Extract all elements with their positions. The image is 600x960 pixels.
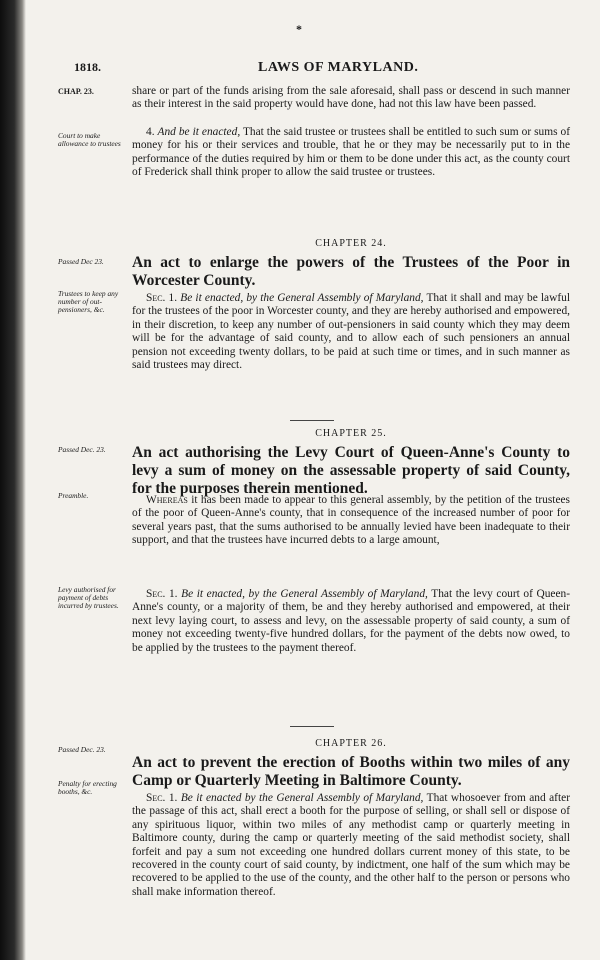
margin-court-allowance: Court to make allowance to trustees (58, 131, 121, 149)
preamble-text: it has been made to appear to this general assembly, by the petition of the trustees of the poor of Queen-Anne's county, that in consequence of the increased number of poor for several years past, that the sums authorised to be annually levied have been inadequate to their support, and that the trustees have incurred debts to a large amount, (132, 494, 570, 547)
section-4-number: 4. (146, 126, 155, 138)
chapter-26-heading: CHAPTER 26. (315, 738, 387, 749)
chapter-24-text: That it shall and may be lawful for the trustees of the poor in Worcester county, and they are hereby authorised and empowered, in their discretion, to keep any number of out-pensioners in said county which they may deem will be for the advantage of said county, and to allow each of such pensioners an annual pension not exceeding twenty dollars, to be paid at such time or times, and in such manner as said trustees may direct. (132, 292, 570, 372)
chapter-26-section-1 (132, 792, 570, 899)
chapter-25-section-label: Sec. 1. (146, 588, 178, 600)
margin-levy: Levy authorised for payment of debts incurred by trustees. (58, 585, 119, 611)
margin-penalty: Penalty for erecting booths, &c. (58, 779, 117, 797)
chapter-24-section-label: Sec. 1. (146, 292, 178, 304)
chapter-25-title: An act authorising the Levy Court of Queen-Anne's County to levy a sum of money on the assessable property of said County, for the purposes therein mentioned. (132, 444, 570, 497)
margin-passed-26: Passed Dec. 23. (58, 745, 106, 754)
margin-passed-25: Passed Dec. 23. (58, 445, 106, 454)
margin-preamble: Preamble. (58, 491, 89, 500)
book-binding-shadow (0, 0, 26, 960)
chapter-23-continuation (132, 85, 570, 112)
preamble-whereas: Whereas (146, 494, 188, 506)
chapter-23-section-4 (132, 126, 570, 180)
chapter-24-heading: CHAPTER 24. (315, 238, 387, 249)
chapter-26-title: An act to prevent the erection of Booths within two miles of any Camp or Quarterly Meeting in Baltimore County. (132, 754, 570, 789)
chapter-25-enactment: Be it enacted, by the General Assembly of Maryland, (181, 588, 428, 600)
section-4-enactment: And be it enacted, (157, 126, 241, 138)
chapter-25-section-1 (132, 588, 570, 655)
margin-trustees-keep: Trustees to keep any number of out-pensioners, &c. (58, 289, 119, 315)
section-4-text: That the said trustee or trustees shall be entitled to such sum or sums of money for his or their services and trouble, that he or they may be necessarily put to in the performance of the duties required by him or them to be done under this act, as the county court of Frederick shall think proper to allow the said trustee or trustees. (132, 126, 570, 179)
chapter-23-paragraph-1: share or part of the funds arising from the sale aforesaid, shall pass or descend in such manner as their interest in the said property would have done, had not this law have been passed. (132, 85, 570, 111)
margin-chap-23: CHAP. 23. (58, 87, 94, 96)
chapter-26-text: That whosoever from and after the passage of this act, shall erect a booth for the purpose of selling, or shall sell or dispose of any spirituous liquor, within two miles of any methodist camp or quarterly meeting in Baltimore county, during the camp or quarterly meeting of the said methodist society, shall forfeit and pay a sum not exceeding one hundred dollars current money of this state, to be recovered in the county court of said county, by indictment, one half of the sum which may be recovered to be applied to the use of the county, and the other half to the person or persons who shall make information thereof. (132, 792, 570, 898)
chapter-26-section-label: Sec. 1. (146, 792, 178, 804)
chapter-24-title: An act to enlarge the powers of the Trustees of the Poor in Worcester County. (132, 254, 570, 289)
chapter-25-preamble (132, 494, 570, 548)
chapter-24-enactment: Be it enacted, by the General Assembly of Maryland, (180, 292, 424, 304)
margin-passed-24: Passed Dec 23. (58, 257, 104, 266)
chapter-25-text: That the levy court of Queen-Anne's county, or a majority of them, be and they hereby authorised and empowered, at their next levy laying court, to assess and levy, on the assessable property of said county, a sum of money not exceeding twenty-five hundred dollars, for the payment of the debts now owed, to be applied by the trustees to the payment thereof. (132, 588, 571, 654)
divider (290, 726, 334, 727)
page-year: 1818. (74, 60, 101, 74)
chapter-25-heading: CHAPTER 25. (315, 428, 387, 439)
page-title: LAWS OF MARYLAND. (258, 60, 419, 75)
divider (290, 420, 334, 421)
page-mark: * (296, 22, 302, 36)
chapter-26-enactment: Be it enacted by the General Assembly of Maryland, (180, 792, 424, 804)
chapter-24-section-1 (132, 292, 570, 372)
